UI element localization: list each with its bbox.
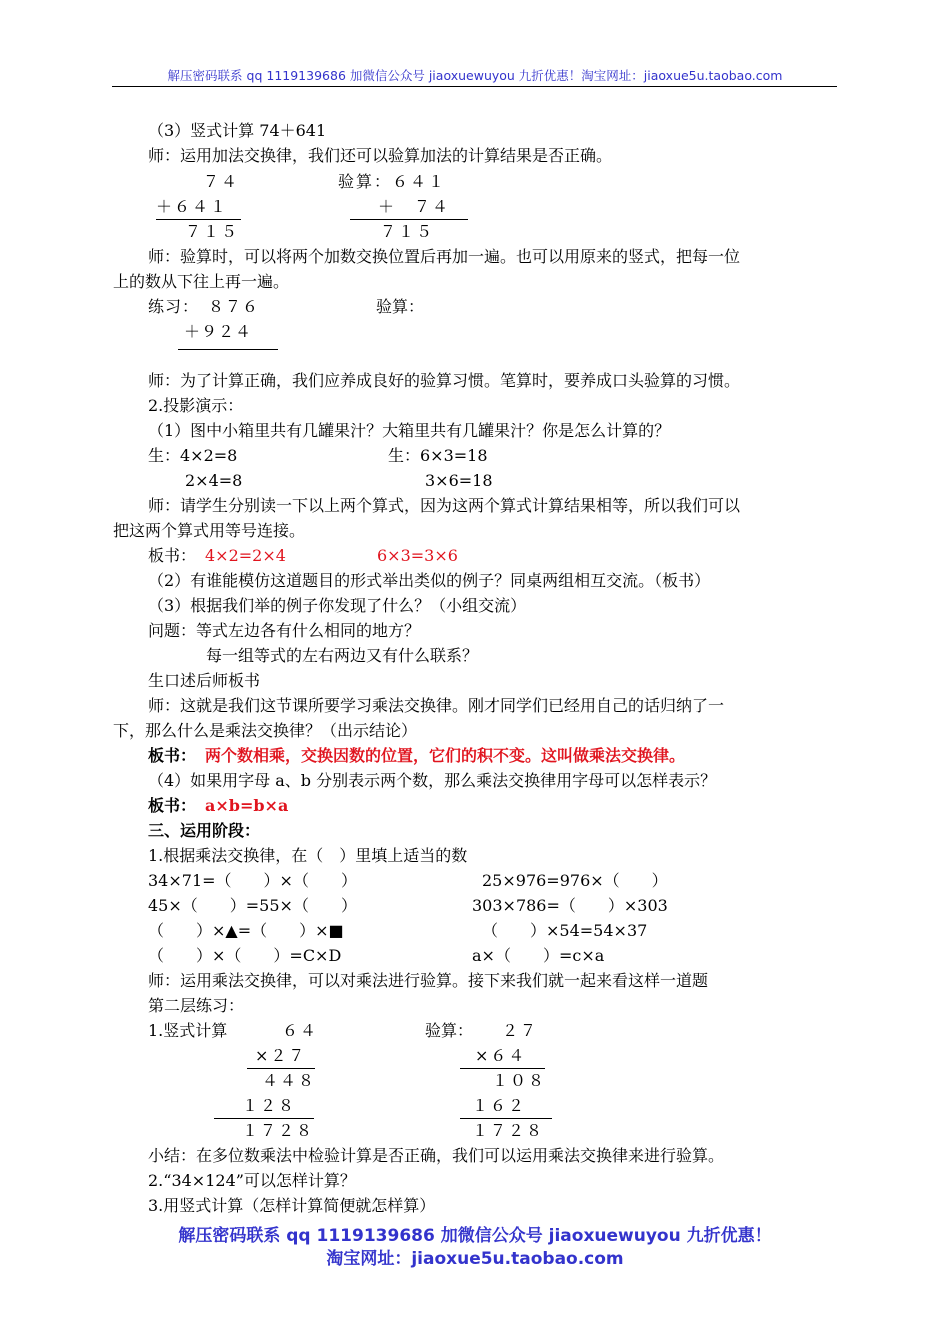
exercise-item: 45×（ ）=55×（ ） <box>148 896 357 915</box>
paragraph: 上的数从下往上再一遍。 <box>113 272 290 291</box>
footer-contact-line: 解压密码联系 qq 1119139686 加微信公众号 jiaoxuewuyou 九折优惠！ <box>178 1226 772 1246</box>
section-heading: 第二层练习： <box>148 996 245 1015</box>
check-partial-product: １０８ <box>492 1071 547 1090</box>
paragraph: （1）图中小箱里共有几罐果汁？大箱里共有几罐果汁？你是怎么计算的？ <box>148 421 671 440</box>
paragraph: 师：验算时，可以将两个加数交换位置后再加一遍。也可以用原来的竖式，把每一位 <box>148 247 741 266</box>
header-divider <box>112 86 837 87</box>
exercise-item: 303×786=（ ）×303 <box>472 896 668 915</box>
paragraph: 师：运用乘法交换律，可以对乘法进行验算。接下来我们就一起来看这样一道题 <box>148 971 709 990</box>
paragraph: 把这两个算式用等号连接。 <box>113 521 306 540</box>
exercise-instruction: 1.根据乘法交换律，在（ ）里填上适当的数 <box>148 846 468 865</box>
multiplication-task-label: 1.竖式计算 <box>148 1021 228 1040</box>
practice-problem-second: ＋９２４ <box>184 322 253 341</box>
check-multiplication-line <box>460 1118 552 1119</box>
practice-problem-top: 练习： ８７６ <box>148 297 260 316</box>
check-multiplication-result: １７２８ <box>472 1121 545 1140</box>
section-heading: 2.投影演示： <box>148 396 244 415</box>
board-note-label: 板书： <box>148 546 197 565</box>
check-partial-product: １６２ <box>472 1096 527 1115</box>
section-item-3: （3）竖式计算 74＋641 <box>148 121 327 140</box>
check-label: 验算： <box>425 1021 474 1040</box>
student-answer: 3×6=18 <box>425 471 493 490</box>
partial-product: ４４８ <box>262 1071 317 1090</box>
paragraph: 下，那么什么是乘法交换律？（出示结论） <box>113 721 418 740</box>
paragraph: 问题：等式左边各有什么相同的地方？ <box>148 621 421 640</box>
multiplication-line <box>214 1118 314 1119</box>
exercise-item: （ ）×（ ）=C×D <box>148 946 342 965</box>
exercise-question: 2.“34×124”可以怎样计算？ <box>148 1171 356 1190</box>
addition-top-number: ７４ <box>203 172 240 191</box>
exercise-item: （ ）×54=54×37 <box>482 921 648 940</box>
partial-product: １２８ <box>242 1096 297 1115</box>
paragraph: （2）有谁能模仿这道题目的形式举出类似的例子？同桌两组相互交流。（板书） <box>148 571 711 590</box>
check-top-number: 验算：６４１ <box>338 172 447 191</box>
practice-check-label: 验算： <box>376 297 425 316</box>
exercise-item: 25×976=976×（ ） <box>482 871 668 890</box>
multiplication-line <box>247 1068 315 1069</box>
paragraph: 师：这就是我们这节课所要学习乘法交换律。刚才同学们已经用自己的话归纳了一 <box>148 696 725 715</box>
multiplication-law-statement: 两个数相乘，交换因数的位置，它们的积不变。这叫做乘法交换律。 <box>205 746 686 765</box>
check-second-number: ＋ ７４ <box>378 197 451 216</box>
multiplication-result: １７２８ <box>242 1121 315 1140</box>
addition-result: ７１５ <box>185 222 240 241</box>
student-answer: 2×4=8 <box>185 471 243 490</box>
multiplication-second: ×２７ <box>255 1046 307 1065</box>
paragraph: 师：运用加法交换律，我们还可以验算加法的计算结果是否正确。 <box>148 146 613 165</box>
section-heading: 三、运用阶段： <box>148 821 261 840</box>
check-result: ７１５ <box>380 222 435 241</box>
check-multiplication-second: ×６４ <box>475 1046 527 1065</box>
paragraph: 生口述后师板书 <box>148 671 261 690</box>
exercise-item: a×（ ）=c×a <box>472 946 605 965</box>
student-answer: 生：6×3=18 <box>388 446 488 465</box>
paragraph: 师：请学生分别读一下以上两个算式，因为这两个算式计算结果相等，所以我们可以 <box>148 496 741 515</box>
check-multiplication-line <box>460 1068 545 1069</box>
exercise-item: （ ）×▲=（ ）×■ <box>148 921 344 940</box>
paragraph: （3）根据我们举的例子你发现了什么？（小组交流） <box>148 596 527 615</box>
multiplication-law-formula: a×b=b×a <box>205 796 289 815</box>
board-note-label: 板书： <box>148 746 197 765</box>
footer-shop-url: 淘宝网址：jiaoxue5u.taobao.com <box>326 1249 624 1269</box>
board-note-label: 板书： <box>148 796 197 815</box>
multiplication-top: ６４ <box>282 1021 319 1040</box>
paragraph: 每一组等式的左右两边又有什么联系？ <box>206 646 479 665</box>
summary: 小结：在多位数乘法中检验计算是否正确，我们可以运用乘法交换律来进行验算。 <box>148 1146 725 1165</box>
board-equation: 6×3=3×6 <box>377 546 458 565</box>
check-multiplication-top: ２７ <box>502 1021 539 1040</box>
board-equation: 4×2=2×4 <box>205 546 286 565</box>
check-line <box>350 219 468 220</box>
paragraph: 师：为了计算正确，我们应养成良好的验算习惯。笔算时，要养成口头验算的习惯。 <box>148 371 741 390</box>
addition-line <box>156 219 241 220</box>
practice-line <box>178 349 278 350</box>
paragraph: （4）如果用字母 a、b 分别表示两个数，那么乘法交换律用字母可以怎样表示？ <box>148 771 717 790</box>
exercise-item: 34×71=（ ）×（ ） <box>148 871 357 890</box>
student-answer: 生：4×2=8 <box>148 446 238 465</box>
exercise-question: 3.用竖式计算（怎样计算简便就怎样算） <box>148 1196 436 1215</box>
addition-second-number: ＋６４１ <box>156 197 229 216</box>
header-contact-line: 解压密码联系 qq 1119139686 加微信公众号 jiaoxuewuyou 九折优惠！淘宝网址：jiaoxue5u.taobao.com <box>167 68 783 83</box>
